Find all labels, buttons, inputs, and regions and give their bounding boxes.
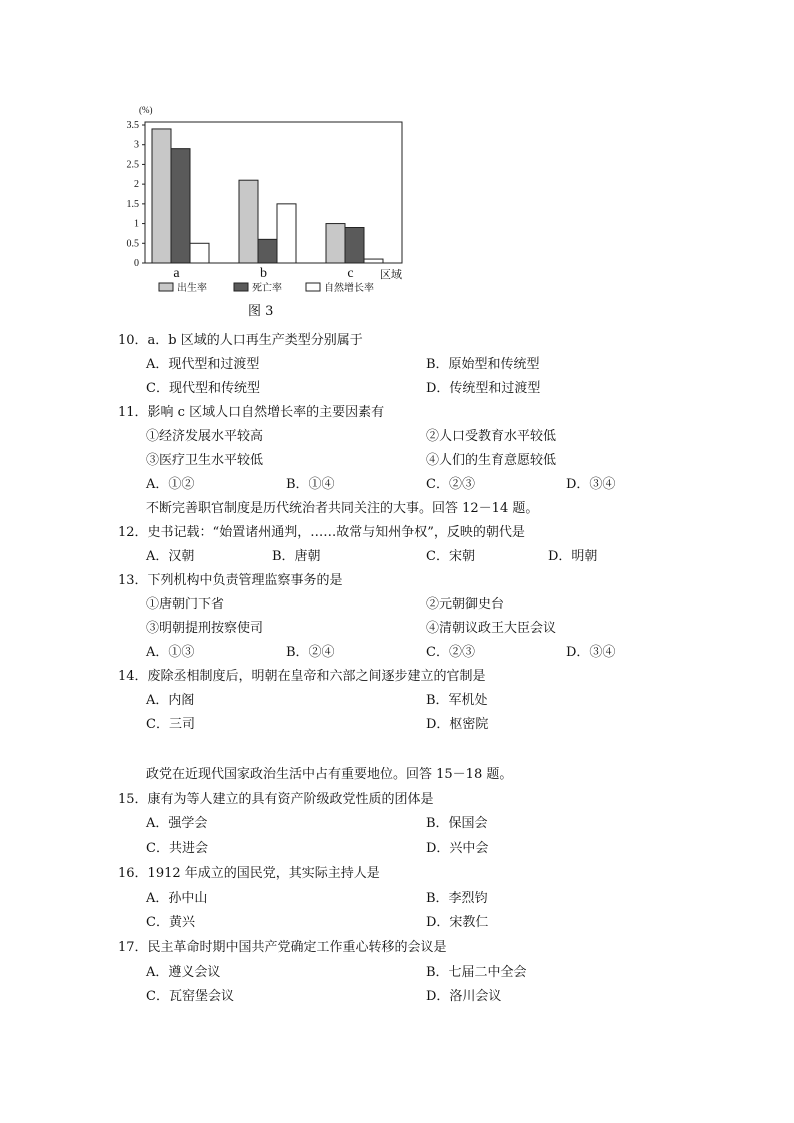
q13-statement-4: ④清朝议政王大臣会议 bbox=[426, 621, 557, 636]
q13-option-a: A．①③ bbox=[146, 645, 195, 660]
x-axis-title: 区域 bbox=[380, 269, 402, 281]
x-axis bbox=[173, 266, 353, 281]
q15-option-d: D．兴中会 bbox=[426, 841, 489, 856]
x-tick-label: c bbox=[347, 266, 354, 281]
y-tick-label: 1.5 bbox=[126, 198, 139, 210]
bar-b-1 bbox=[258, 239, 277, 263]
y-tick-label: 2.5 bbox=[126, 159, 139, 171]
q11-stem: 11．影响 c 区域人口自然增长率的主要因素有 bbox=[118, 405, 385, 420]
q13-statement-2: ②元朝御史台 bbox=[426, 597, 505, 612]
q14-option-d: D．枢密院 bbox=[426, 717, 489, 732]
y-tick-label: 3.5 bbox=[126, 120, 139, 131]
legend-label: 死亡率 bbox=[252, 283, 282, 294]
legend-label: 出生率 bbox=[177, 283, 207, 294]
q11-option-d: D．③④ bbox=[566, 477, 616, 492]
bar-a-2 bbox=[190, 243, 209, 263]
population-bar-chart bbox=[112, 100, 412, 300]
q15-option-c: C．共进会 bbox=[146, 841, 208, 856]
q17-option-c: C．瓦窑堡会议 bbox=[146, 989, 234, 1004]
q11-statement-4: ④人们的生育意愿较低 bbox=[426, 453, 557, 468]
q10-stem: 10．a．b 区域的人口再生产类型分别属于 bbox=[118, 333, 363, 348]
q17-option-b: B．七届二中全会 bbox=[426, 965, 527, 980]
q10-option-a: A．现代型和过渡型 bbox=[146, 357, 260, 372]
bar-a-1 bbox=[171, 149, 190, 263]
q14-option-c: C．三司 bbox=[146, 717, 195, 732]
x-tick-label: a bbox=[173, 266, 180, 281]
q15-option-a: A．强学会 bbox=[146, 816, 208, 831]
q10-option-c: C．现代型和传统型 bbox=[146, 381, 260, 396]
q12-option-a: A．汉朝 bbox=[146, 549, 195, 564]
section-intro-12-14: 不断完善职官制度是历代统治者共同关注的大事。回答 12－14 题。 bbox=[146, 501, 539, 516]
q12-option-c: C．宋朝 bbox=[426, 549, 475, 564]
q10-option-b: B．原始型和传统型 bbox=[426, 357, 540, 372]
y-tick-label: 0 bbox=[134, 258, 139, 269]
q14-option-a: A．内阁 bbox=[146, 693, 195, 708]
bar-b-2 bbox=[277, 204, 296, 263]
q13-option-d: D．③④ bbox=[566, 645, 616, 660]
legend-label: 自然增长率 bbox=[324, 283, 374, 294]
q11-statement-2: ②人口受教育水平较低 bbox=[426, 429, 557, 444]
q16-option-b: B．李烈钧 bbox=[426, 891, 488, 906]
q12-option-b: B．唐朝 bbox=[272, 549, 321, 564]
y-tick-label: 1 bbox=[134, 218, 139, 230]
q13-option-b: B．②④ bbox=[286, 645, 335, 660]
bar-c-1 bbox=[345, 228, 364, 263]
legend bbox=[159, 281, 374, 294]
q16-stem: 16．1912 年成立的国民党，其实际主持人是 bbox=[118, 866, 380, 881]
q11-option-c: C．②③ bbox=[426, 477, 475, 492]
q15-stem: 15．康有为等人建立的具有资产阶级政党性质的团体是 bbox=[118, 792, 434, 807]
figure-caption: 图 3 bbox=[248, 304, 274, 319]
q11-option-a: A．①② bbox=[146, 477, 195, 492]
y-axis bbox=[127, 120, 146, 269]
legend-swatch bbox=[306, 283, 320, 291]
q14-option-b: B．军机处 bbox=[426, 693, 488, 708]
bar-c-0 bbox=[326, 224, 345, 263]
bars bbox=[152, 129, 383, 263]
q12-stem: 12．史书记载：“始置诸州通判，……故常与知州争权”，反映的朝代是 bbox=[118, 525, 525, 540]
bar-a-0 bbox=[152, 129, 171, 263]
q11-statement-3: ③医疗卫生水平较低 bbox=[146, 453, 264, 468]
x-tick-label: b bbox=[260, 266, 267, 281]
q16-option-a: A．孙中山 bbox=[146, 891, 208, 906]
q13-statement-3: ③明朝提刑按察使司 bbox=[146, 621, 264, 636]
q11-option-b: B．①④ bbox=[286, 477, 335, 492]
q15-option-b: B．保国会 bbox=[426, 816, 488, 831]
y-tick-label: 0.5 bbox=[126, 238, 139, 250]
bar-c-2 bbox=[364, 259, 383, 263]
bar-b-0 bbox=[239, 180, 258, 263]
q14-stem: 14．废除丞相制度后，明朝在皇帝和六部之间逐步建立的官制是 bbox=[118, 669, 486, 684]
q17-option-a: A．遵义会议 bbox=[146, 965, 221, 980]
legend-swatch bbox=[234, 283, 248, 291]
q17-stem: 17．民主革命时期中国共产党确定工作重心转移的会议是 bbox=[118, 940, 447, 955]
section-intro-15-18: 政党在近现代国家政治生活中占有重要地位。回答 15－18 题。 bbox=[146, 767, 513, 782]
q16-option-d: D．宋教仁 bbox=[426, 915, 489, 930]
y-tick-label: 2 bbox=[134, 179, 139, 191]
q17-option-d: D．洛川会议 bbox=[426, 989, 502, 1004]
q12-option-d: D．明朝 bbox=[548, 549, 598, 564]
q11-statement-1: ①经济发展水平较高 bbox=[146, 429, 264, 444]
q13-option-c: C．②③ bbox=[426, 645, 475, 660]
q10-option-d: D．传统型和过渡型 bbox=[426, 381, 541, 396]
q13-stem: 13．下列机构中负责管理监察事务的是 bbox=[118, 573, 343, 588]
y-unit-label: (%) bbox=[139, 105, 153, 115]
q16-option-c: C．黄兴 bbox=[146, 915, 195, 930]
y-tick-label: 3 bbox=[134, 139, 139, 151]
legend-swatch bbox=[159, 283, 173, 291]
q13-statement-1: ①唐朝门下省 bbox=[146, 597, 225, 612]
